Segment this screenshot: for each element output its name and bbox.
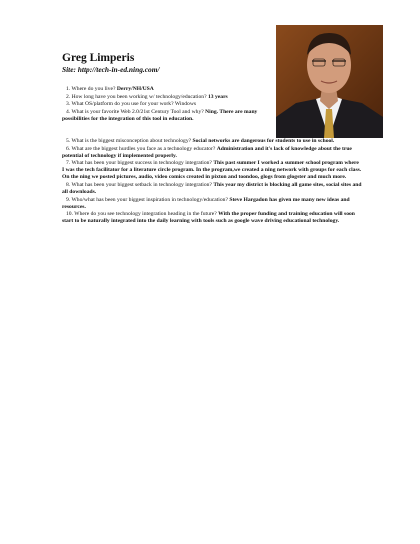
profile-photo	[276, 25, 383, 138]
qa-item: 4. What is your favorite Web 2.0/21st Century Tool and why? Ning. There are many possibilities for the integration of this tool in education.	[62, 108, 258, 122]
qa-item: 3. What OS/platform do you use for your work? Windows	[66, 101, 197, 108]
qa-list	[62, 86, 282, 124]
qa-item: 10. Where do you see technology integration heading in the future? With the proper funding and training education will soon start to be naturally integrated into the daily learning with tools such as google wave driving educational technology.	[62, 211, 355, 225]
qa-item: 7. What has been your biggest success in technology integration? This past summer I worked a summer school program where I was the tech facilitator for a literature circle program. In the program,we created a ning network with groups for each class. On the ning we posted pictures, audio, video comics created in pixton and toondoo, glogs from glogster and much more.	[62, 160, 362, 181]
qa-item: 5. What is the biggest misconception about technology? Social networks are dangerous for students to use in school.	[66, 138, 335, 144]
qa-item: 6. What are the biggest hurdles you face as a technology educator? Administration and it's lack of knowledge about the true potential of technology if implemented properly.	[62, 145, 352, 159]
person-name: Greg Limperis	[62, 52, 135, 64]
qa-item: 1. Where do you live? Derry/NH/USA	[66, 86, 154, 92]
qa-list-continued	[62, 138, 362, 226]
site-url: Site: http://tech-in-ed.ning.com/	[62, 65, 160, 74]
qa-item: 9. Who/what has been your biggest inspiration in technology/education? Steve Hargadon has given me many new ideas and resources.	[62, 196, 350, 210]
qa-item: 2. How long have you been working w/ technology/education? 13 years	[66, 93, 228, 100]
qa-item: 8. What has been your biggest setback in technology integration? This year my district is blocking all game sites, social sites and all downloads.	[62, 182, 362, 196]
